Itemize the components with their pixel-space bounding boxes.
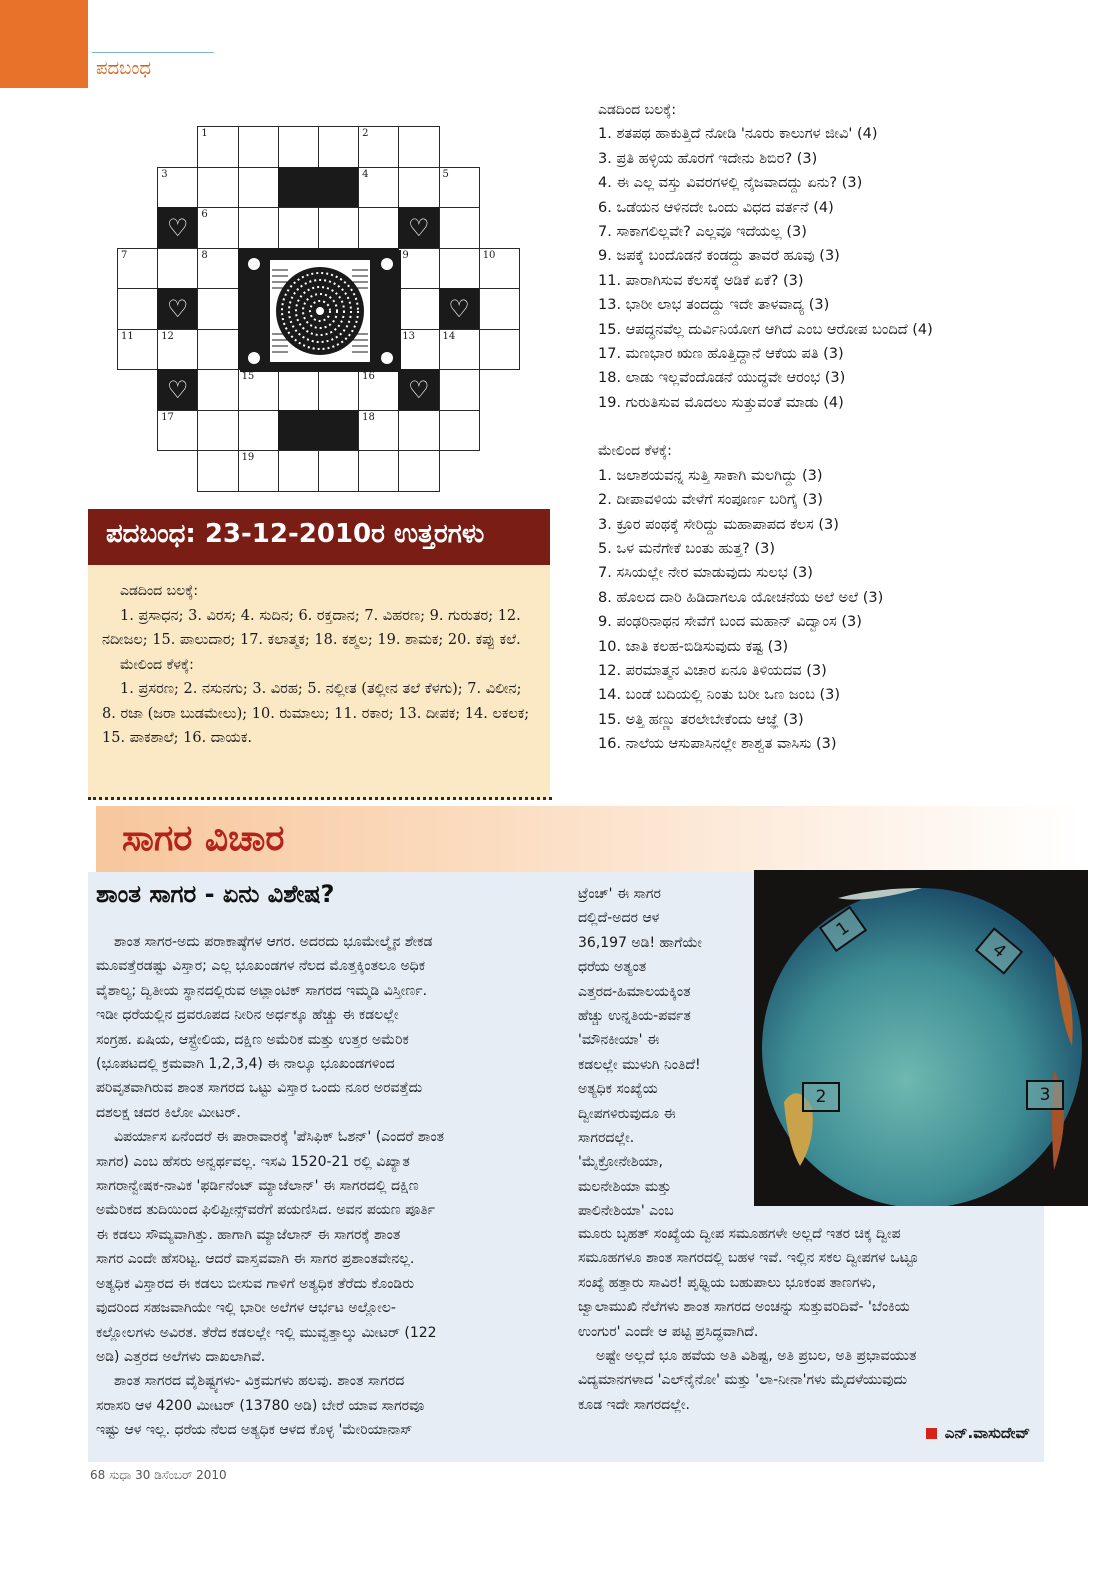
article-line: (ಭೂಪಟದಲ್ಲಿ ಕ್ರಮವಾಗಿ 1,2,3,4) ಈ ನಾಲ್ಕೂ ಭೂಖಂಡಗಳಿಂದ (96, 1056, 395, 1073)
crossword-cell (398, 248, 439, 290)
article-line: ದಶಲಕ್ಷ ಚದರ ಕಿಲೋ ಮೀಟರ್. (96, 1104, 241, 1121)
crossword-heart-cell (157, 288, 198, 330)
clue-across-item: 18. ಲಾಡು ಇಲ್ಲವೆಂದೊಡನೆ ಯುದ್ಧವೇ ಆರಂಭ (3) (598, 370, 846, 387)
crossword-cell (439, 369, 480, 411)
crossword-empty-space (117, 207, 158, 249)
answers-title: ಪದಬಂಧ: 23-12-2010ರ ಉತ್ತರಗಳು (88, 509, 550, 565)
article-line: ಟ್ರೆಂಚ್' ಈ ಸಾಗರ (578, 886, 661, 902)
clue-down-item: 9. ಪಂಢರಿನಾಥನ ಸೇವೆಗೆ ಬಂದ ಮಹಾನ್ ವಿದ್ವಾಂಸ (3) (598, 614, 862, 631)
crossword-cell-number: 2 (362, 128, 369, 139)
crossword-cell (439, 167, 480, 209)
answers-panel (88, 565, 550, 800)
clue-across-item: 17. ಮಣಭಾರ ಋಣ ಹೊತ್ತಿದ್ದಾನೆ ಆಕೆಯ ಪತಿ (3) (598, 346, 844, 363)
author-marker-icon (926, 1428, 937, 1439)
crossword-cell (398, 329, 439, 371)
pacific-globe-image (754, 870, 1088, 1206)
crossword-empty-space (479, 167, 520, 209)
article-line: ಸಾಗರ ಎಂದೇ ಹೆಸರಿಟ್ಟ. ಆದರೆ ವಾಸ್ತವವಾಗಿ ಈ ಸಾಗರ ಪ್ರಶಾಂತವೇನಲ್ಲ. (96, 1251, 415, 1268)
article-line: ಉಂಗುರ' ಎಂದೇ ಆ ಪಟ್ಟಿ ಪ್ರಸಿದ್ಧವಾಗಿದೆ. (578, 1323, 759, 1340)
article-line: ಇಷ್ಟು ಆಳ ಇಲ್ಲ. ಧರೆಯ ನೆಲದ ಅತ್ಯಧಿಕ ಆಳದ ಕೊಳ್ಳ 'ಮೇರಿಯಾನಾಸ್ (96, 1422, 413, 1439)
crossword-cell (479, 248, 520, 290)
article-line: ಕಡಲಲ್ಲೇ ಮುಳುಗಿ ನಿಂತಿದೆ! (578, 1056, 701, 1073)
article-line: ಸಾಗರಾನ್ವೇಷಕ-ನಾವಿಕ 'ಫರ್ಡಿನೆಂಟ್ ಮ್ಯಾಜೆಲಾನ್' ಈ ಸಾಗರದಲ್ಲಿ ದಕ್ಷಿಣ (96, 1178, 419, 1195)
crossword-cell (318, 369, 359, 411)
crossword-cell (157, 248, 198, 290)
answers-down-label: ಮೇಲಿಂದ ಕೆಳಕ್ಕೆ: (120, 656, 194, 673)
article-line: ಜ್ವಾಲಾಮುಖಿ ನೆಲೆಗಳು ಶಾಂತ ಸಾಗರದ ಅಂಚನ್ನು ಸುತ್ತುವರಿದಿವೆ- 'ಬೆಂಕಿಯ (578, 1299, 910, 1316)
clue-across-item: 4. ಈ ಎಲ್ಲ ವಸ್ತು ವಿವರಗಳಲ್ಲಿ ನೈಜವಾದದ್ದು ಏನು? (3) (598, 175, 863, 192)
crossword-cell-number: 17 (161, 411, 174, 423)
clue-down-item: 1. ಜಲಾಶಯವನ್ನ ಸುತ್ತಿ ಸಾಕಾಗಿ ಮಲಗಿದ್ದು (3) (598, 467, 823, 484)
article-line: 36,197 ಅಡಿ! ಹಾಗೆಯೇ (578, 934, 702, 951)
clue-down-item: 14. ಬಂಡೆ ಬದಿಯಲ್ಲಿ ನಿಂತು ಬರೀ ಒಣ ಜಂಬ (3) (598, 687, 841, 704)
article-line: ದಲ್ಲಿದೆ-ಅದರ ಆಳ (578, 910, 660, 927)
clue-across-item: 9. ಜಪಕ್ಕೆ ಬಂದೊಡನೆ ಕಂಡದ್ದು ತಾವರೆ ಹೂವು (3) (598, 248, 840, 265)
article-column-left (96, 930, 556, 1443)
article-line: ಕೂಡ ಇದೇ ಸಾಗರದಲ್ಲೇ. (578, 1396, 690, 1413)
crossword-cell-number: 6 (201, 209, 208, 220)
article-line: ವೈಶಾಲ್ಯ; ದ್ವಿತೀಯ ಸ್ಥಾನದಲ್ಲಿರುವ ಅಟ್ಲಾಂಟಿಕ್ ಸಾಗರದ ಇಮ್ಮಡಿ ವಿಸ್ತೀರ್ಣ. (96, 982, 428, 999)
crossword-cell (439, 248, 480, 290)
article-line: ಸಾಗರ) ಎಂಬ ಹೆಸರು ಅನ್ವರ್ಥವಲ್ಲ. ಇಸವಿ 1520-21 ರಲ್ಲಿ ವಿಖ್ಯಾತ (96, 1153, 410, 1170)
article-line: ಸಾಗರದಲ್ಲೇ. (578, 1130, 635, 1147)
article-line: ಶಾಂತ ಸಾಗರ-ಅದು ಪರಾಕಾಷ್ಠೆಗಳ ಆಗರ. ಅದರದು ಭೂಮೇಲ್ಮೈನ ಶೇಕಡ (114, 934, 433, 950)
crossword-empty-space (157, 126, 198, 168)
globe-arrow-label (802, 1082, 840, 1112)
heart-icon: ♡ (167, 213, 189, 242)
crossword-cell (479, 329, 520, 371)
crossword-heart-cell (157, 369, 198, 411)
clue-down-item: 12. ಪರಮಾತ್ಮನ ವಿಚಾರ ಏನೂ ತಿಳಿಯದವ (3) (598, 662, 827, 679)
crossword-black-cell (318, 410, 359, 452)
clues-panel (598, 98, 1048, 757)
crossword-cell (439, 329, 480, 371)
crossword-cell (318, 207, 359, 249)
clue-down-item: 5. ಒಳ ಮನೆಗೇಕೆ ಬಂತು ಹುತ್ತ? (3) (598, 540, 775, 557)
crossword-empty-space (439, 450, 480, 492)
article-title: ಶಾಂತ ಸಾಗರ - ಏನು ವಿಶೇಷ? (96, 880, 335, 908)
clue-down-item: 16. ನಾಲೆಯ ಆಸುಪಾಸಿನಲ್ಲೇ ಶಾಶ್ವತ ವಾಸಿಸು (3) (598, 736, 837, 753)
crossword-grid (117, 126, 519, 491)
crossword-cell-number: 8 (201, 249, 208, 261)
globe-arrow-number: 3 (1039, 1085, 1051, 1105)
article-line: ಅಷ್ಟೇ ಅಲ್ಲದೆ ಭೂ ಹವೆಯ ಅತಿ ವಿಶಿಷ್ಟ, ಅತಿ ಪ್ರಬಲ, ಅತಿ ಪ್ರಭಾವಯುತ (596, 1348, 917, 1365)
clue-across-item: 7. ಸಾಕಾಗಲಿಲ್ಲವೇ? ಎಲ್ಲವೂ ಇದೆಯಲ್ಲ (3) (598, 224, 807, 241)
article-line: ಇಡೀ ಧರೆಯಲ್ಲಿನ ದ್ರವರೂಪದ ನೀರಿನ ಅರ್ಧಕ್ಕೂ ಹೆಚ್ಚು ಈ ಕಡಲಲ್ಲೇ (96, 1007, 399, 1024)
magazine-name: ಸುಧಾ (109, 1468, 132, 1482)
article-line: ಶಾಂತ ಸಾಗರದ ವೈಶಿಷ್ಟ್ಯಗಳು- ವಿಕ್ರಮಗಳು ಹಲವು. ಶಾಂತ ಸಾಗರದ (114, 1373, 405, 1390)
crossword-cell (197, 450, 238, 492)
crossword-cell (238, 126, 279, 168)
crossword-empty-space (117, 410, 158, 452)
answers-down-text: 1. ಪ್ರಸರಣ; 2. ನಸುನಗು; 3. ವಿರಹ; 5. ನಲ್ಲೀತ (ತಲ್ಲೀನ ತಲೆ ಕೆಳಗು); 7. ವಿಲೀನ; 8. ರಜಾ (ಜರಾ ಬುಡಮೇಲು); 10. ರುಮಾಲು; 11. ರಕಾರ; 13. ದೀಪಕ; 14. ಲಕಲಕ; 15. ಪಾಕಶಾಲೆ; 16. ದಾಯಕ. (102, 681, 530, 746)
crossword-black-cell (278, 410, 319, 452)
globe-arrow-number: 1 (832, 917, 854, 941)
crossword-cell (439, 410, 480, 452)
crossword-cell (197, 126, 238, 168)
crossword-cell (117, 248, 158, 290)
crossword-heart-cell (157, 207, 198, 249)
clue-down-item: 2. ದೀಪಾವಳಿಯ ವೇಳೆಗೆ ಸಂಪೂರ್ಣ ಬರಿಗೈ (3) (598, 492, 823, 509)
crossword-cell (358, 126, 399, 168)
author-credit (926, 1424, 1030, 1442)
article-line: ವಿಪರ್ಯಾಸ ಏನೆಂದರೆ ಈ ಪಾರಾವಾರಕ್ಕೆ 'ಪೆಸಿಫಿಕ್ ಓಶನ್' (ಎಂದರೆ ಶಾಂತ (114, 1129, 445, 1146)
page-number: 68 (90, 1468, 106, 1482)
crossword-cell (117, 288, 158, 330)
crossword-cell (238, 369, 279, 411)
heart-icon: ♡ (448, 294, 470, 323)
crossword-black-cell (318, 167, 359, 209)
crossword-cell-number: 9 (402, 249, 409, 261)
heart-icon: ♡ (408, 213, 430, 242)
crossword-empty-space (117, 450, 158, 492)
crossword-cell-number: 19 (241, 452, 255, 463)
article-line: 'ಮೌನಕೀಯಾ' ಈ (578, 1032, 660, 1049)
article-line: ದ್ವೀಪಗಳಿರುವುದೂ ಈ (578, 1105, 676, 1122)
article-line: ವುದರಿಂದ ಸಹಜವಾಗಿಯೇ ಇಲ್ಲಿ ಭಾರೀ ಅಲೆಗಳ ಆರ್ಭಟ ಅಲ್ಲೋಲ- (96, 1300, 396, 1317)
crossword-cell (398, 450, 439, 492)
clue-across-item: 15. ಆಪದ್ಧನವೆಲ್ಲ ದುರ್ವಿನಿಯೋಗ ಆಗಿದೆ ಎಂಬ ಆರೋಪ ಬಂದಿದೆ (4) (598, 321, 933, 338)
article-line: ಸಂಖ್ಯೆ ಹತ್ತಾರು ಸಾವಿರ! ಪೃಥ್ವಿಯ ಬಹುಪಾಲು ಭೂಕಂಪ ತಾಣಗಳು, (578, 1274, 877, 1291)
article-column-mid (578, 882, 748, 1224)
article-line: ಎತ್ತರದ-ಹಿಮಾಲಯಕ್ಕಿಂತ (578, 983, 691, 1000)
crossword-cell-number: 15 (241, 371, 255, 382)
crossword-cell (117, 329, 158, 371)
clue-across-item: 6. ಒಡೆಯನ ಆಳಿನದೇ ಒಂದು ವಿಧದ ವರ್ತನೆ (4) (598, 199, 834, 216)
crossword-cell (157, 329, 198, 371)
crossword-cell (197, 410, 238, 452)
crossword-cell-number: 3 (161, 168, 168, 180)
crossword-heart-cell (398, 207, 439, 249)
clue-across-item: 13. ಭಾರೀ ಲಾಭ ತಂದದ್ದು ಇದೇ ತಾಳವಾದ್ಯ (3) (598, 297, 830, 314)
crossword-empty-space (117, 167, 158, 209)
issue-date: 30 ಡಿಸೆಂಬರ್ 2010 (135, 1468, 227, 1482)
crossword-empty-space (479, 207, 520, 249)
article-line: ಮಲನೇಶಿಯಾ ಮತ್ತು (578, 1178, 672, 1195)
corner-color-block (0, 0, 88, 88)
globe-arrow-label (1026, 1080, 1064, 1110)
crossword-cell (358, 450, 399, 492)
crossword-cell-number: 7 (121, 249, 128, 261)
answers-across-text: 1. ಪ್ರಸಾಧನ; 3. ವಿರಸ; 4. ಸುದಿನ; 6. ರಕ್ತದಾನ; 7. ವಿಹರಣ; 9. ಗುರುತರ; 12. ನದೀಜಲ; 15. ಪಾಲುದಾರ; 17. ಕಲಾತ್ಮಕ; 18. ಕಶ್ಮಲ; 19. ಶಾಮಕ; 20. ಕಪ್ಪು ಕಲೆ. (102, 607, 521, 648)
article-line: ಈ ಕಡಲು ಸೌಮ್ಯವಾಗಿತ್ತು. ಹಾಗಾಗಿ ಮ್ಯಾಜೆಲಾನ್ ಈ ಸಾಗರಕ್ಕೆ ಶಾಂತ (96, 1226, 401, 1243)
crossword-cell (278, 369, 319, 411)
article-line: ಸರಾಸರಿ ಆಳ 4200 ಮೀಟರ್ (13780 ಅಡಿ) ಬೇರೆ ಯಾವ ಸಾಗರವೂ (96, 1397, 425, 1414)
crossword-empty-space (479, 126, 520, 168)
clue-down-item: 3. ಕ್ರೂರ ಪಂಥಕ್ಕೆ ಸೇರಿದ್ದು ಮಹಾಪಾಪದ ಕೆಲಸ (3) (598, 516, 839, 533)
article-line: ಅಡಿ) ಎತ್ತರದ ಅಲೆಗಳು ದಾಖಲಾಗಿವೆ. (96, 1348, 266, 1365)
answers-across-label: ಎಡದಿಂದ ಬಲಕ್ಕೆ: (120, 583, 199, 599)
article-column-wide (578, 1222, 1038, 1417)
clues-across-label: ಎಡದಿಂದ ಬಲಕ್ಕೆ: (598, 102, 677, 118)
crossword-heart-cell (439, 288, 480, 330)
article-line: ಅಮೆರಿಕದ ತುದಿಯಿಂದ ಫಿಲಿಪ್ಪೀನ್ಸ್‌ವರೆಗೆ ಪಯಣಿಸಿದ. ಅವನ ಪಯಣ ಪೂರ್ತಿ (96, 1202, 435, 1219)
crossword-cell-number: 11 (121, 330, 134, 342)
crossword-cell (398, 167, 439, 209)
section-tag: ಪದಬಂಧ (96, 58, 151, 79)
clue-down-item: 8. ಹೊಲದ ದಾರಿ ಹಿಡಿದಾಗಲೂ ಯೋಚನೆಯ ಅಲೆ ಅಲೆ (3) (598, 589, 884, 606)
article-section-title: ಸಾಗರ ವಿಚಾರ (122, 818, 285, 859)
crossword-empty-space (479, 410, 520, 452)
dotted-divider (88, 797, 552, 800)
crossword-cell (398, 126, 439, 168)
crossword-empty-space (117, 369, 158, 411)
crossword-empty-space (117, 126, 158, 168)
crossword-cell-number: 1 (201, 128, 208, 139)
clue-down-item: 10. ಜಾತಿ ಕಲಹ-ಬಿಡಿಸುವುದು ಕಷ್ಟ (3) (598, 638, 789, 655)
article-line: ಧರೆಯ ಅತ್ಯಂತ (578, 959, 647, 976)
crossword-cell (479, 288, 520, 330)
crossword-cell (398, 410, 439, 452)
clue-across-item: 19. ಗುರುತಿಸುವ ಮೊದಲು ಸುತ್ತುವಂತೆ ಮಾಡು (4) (598, 394, 844, 411)
globe-arrow-number: 4 (988, 939, 1010, 963)
article-line: ವಿದ್ಯಮಾನಗಳಾದ 'ಎಲ್‌ನೈನೋ' ಮತ್ತು 'ಲಾ-ನೀನಾ'ಗಳು ಮೈದಳೆಯುವುದು (578, 1372, 908, 1389)
section-rule (92, 52, 214, 53)
article-line: ಮೂವತ್ತೆರಡಷ್ಟು ವಿಸ್ತಾರ; ಎಲ್ಲ ಭೂಖಂಡಗಳ ನೆಲದ ಮೊತ್ತಕ್ಕಿಂತಲೂ ಅಧಿಕ (96, 958, 426, 975)
crossword-cell (238, 410, 279, 452)
crossword-empty-space (479, 369, 520, 411)
crossword-empty-space (157, 450, 198, 492)
crossword-cell (318, 450, 359, 492)
heart-icon: ♡ (167, 294, 189, 323)
crossword-cell-number: 14 (442, 330, 456, 342)
crossword-cell (157, 167, 198, 209)
article-line: 'ಮೈಕ್ರೋನೇಶಿಯಾ, (578, 1154, 663, 1171)
clue-down-item: 7. ಸಸಿಯಲ್ಲೇ ನೇರ ಮಾಡುವುದು ಸುಲಭ (3) (598, 565, 813, 582)
crossword-cell (197, 167, 238, 209)
crossword-heart-cell (398, 369, 439, 411)
clue-down-item: 15. ಅತ್ತಿ ಹಣ್ಣು ತರಲೇಬೇಕೆಂದು ಆಜ್ಞೆ (3) (598, 711, 804, 728)
crossword-cell (439, 207, 480, 249)
crossword-cell-number: 13 (402, 330, 416, 342)
clue-across-item: 1. ಶತಪಥ ಹಾಕುತ್ತಿದೆ ನೋಡಿ 'ನೂರು ಕಾಲುಗಳ ಜೀವಿ' (4) (598, 126, 878, 143)
article-line: ಅತ್ಯಧಿಕ ಸಂಖ್ಯೆಯ (578, 1081, 658, 1098)
crossword-cell-number: 16 (362, 371, 375, 382)
article-line: ಸಂಗ್ರಹ. ಏಷಿಯ, ಆಸ್ಟ್ರೇಲಿಯ, ದಕ್ಷಿಣ ಅಮೆರಿಕ ಮತ್ತು ಉತ್ತರ ಅಮೆರಿಕ (96, 1031, 409, 1048)
crossword-cell (238, 167, 279, 209)
crossword-cell (278, 126, 319, 168)
crossword-cell (157, 410, 198, 452)
crossword-cell-number: 5 (442, 168, 449, 180)
article-line: ಸಮೂಹಗಳೂ ಶಾಂತ ಸಾಗರದಲ್ಲಿ ಬಹಳ ಇವೆ. ಇಲ್ಲಿನ ಸಕಲ ದ್ವೀಪಗಳ ಒಟ್ಟೂ (578, 1250, 919, 1267)
heart-icon: ♡ (167, 375, 189, 404)
crossword-cell-number: 18 (362, 411, 375, 423)
author-name: ಎನ್.ವಾಸುದೇವ್ (944, 1424, 1030, 1442)
crossword-cell (197, 369, 238, 411)
article-line: ಮೂರು ಬೃಹತ್ ಸಂಖ್ಯೆಯ ದ್ವೀಪ ಸಮೂಹಗಳೇ ಅಲ್ಲದೆ ಇತರ ಚಿಕ್ಕ ದ್ವೀಪ (578, 1226, 901, 1242)
clue-across-item: 3. ಪ್ರತಿ ಹಳ್ಳಿಯ ಹೊರಗೆ ಇದೇನು ಶಿಬಿರ? (3) (598, 150, 818, 167)
crossword-cell (238, 207, 279, 249)
crossword-cell (398, 288, 439, 330)
globe-arrow-number: 2 (815, 1087, 827, 1107)
crossword-cell (358, 369, 399, 411)
article-line: ಕಲ್ಲೋಲಗಳು ಅವಿರತ. ತೆರೆದ ಕಡಲಲ್ಲೇ ಇಲ್ಲಿ ಮುವ್ವತ್ತಾಲ್ಕು ಮೀಟರ್ (122 (96, 1324, 437, 1341)
article-line: ಪರಿವೃತವಾಗಿರುವ ಶಾಂತ ಸಾಗರದ ಒಟ್ಟು ವಿಸ್ತಾರ ಒಂದು ನೂರ ಅರವತ್ತೆದು (96, 1080, 423, 1097)
crossword-cell (358, 167, 399, 209)
crossword-cell-number: 12 (161, 330, 174, 342)
crossword-cell (197, 248, 238, 290)
crossword-black-cell (278, 167, 319, 209)
crossword-cell-number: 4 (362, 168, 369, 180)
crossword-cell (197, 329, 238, 371)
heart-icon: ♡ (408, 375, 430, 404)
crossword-cell-number: 10 (482, 249, 496, 261)
crossword-cell (358, 410, 399, 452)
crossword-cell (238, 450, 279, 492)
crossword-cell (197, 207, 238, 249)
crossword-center-emblem (238, 248, 399, 370)
article-line: ಅತ್ಯಧಿಕ ವಿಸ್ತಾರದ ಈ ಕಡಲು ಬೀಸುವ ಗಾಳಿಗೆ ಅತ್ಯಧಿಕ ತೆರೆದು ಕೊಂಡಿರು (96, 1275, 415, 1292)
crossword-cell (278, 450, 319, 492)
page-footer (90, 1468, 227, 1483)
crossword-cell (197, 288, 238, 330)
clues-down-label: ಮೇಲಿಂದ ಕೆಳಕ್ಕೆ: (598, 443, 672, 460)
crossword-cell (318, 126, 359, 168)
crossword-empty-space (439, 126, 480, 168)
crossword-cell (278, 207, 319, 249)
article-line: ಪಾಲಿನೇಶಿಯಾ' ಎಂಬ (578, 1203, 674, 1220)
crossword-empty-space (479, 450, 520, 492)
clue-across-item: 11. ಪಾರಾಗಿಸುವ ಕೆಲಸಕ್ಕೆ ಅಡಿಕೆ ಏಕೆ? (3) (598, 272, 804, 289)
article-line: ಹೆಚ್ಚು ಉನ್ನತಿಯ-ಪರ್ವತ (578, 1008, 691, 1025)
crossword-cell (358, 207, 399, 249)
